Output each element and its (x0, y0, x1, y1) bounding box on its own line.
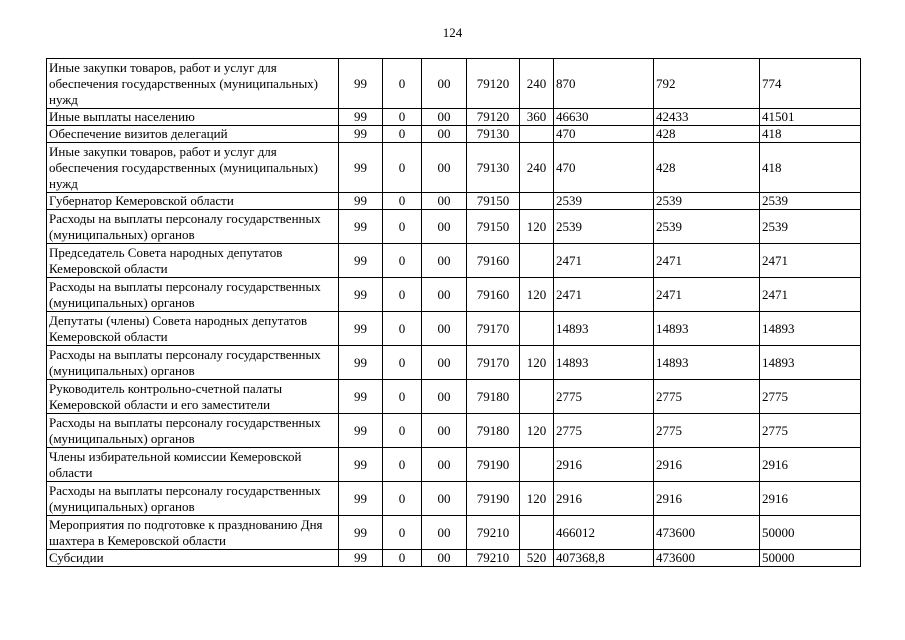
subsection-code-cell: 0 (383, 414, 422, 448)
section-code-cell: 99 (339, 312, 383, 346)
target-article-cell: 79170 (467, 312, 520, 346)
subsection-code-cell: 0 (383, 346, 422, 380)
target-article-cell: 79170 (467, 346, 520, 380)
amount-year1-cell: 2916 (554, 482, 654, 516)
expense-type-cell (520, 312, 554, 346)
expense-type-cell: 120 (520, 210, 554, 244)
section-code-cell: 99 (339, 143, 383, 193)
amount-year1-cell: 14893 (554, 346, 654, 380)
amount-year2-cell: 14893 (654, 312, 760, 346)
table-row (47, 516, 861, 550)
subsection-code-cell: 0 (383, 482, 422, 516)
section-code-cell: 99 (339, 516, 383, 550)
amount-year2-cell: 2916 (654, 482, 760, 516)
subsection-code-cell: 0 (383, 550, 422, 567)
expense-name-cell: Мероприятия по подготовке к празднованию Дня шахтера в Кемеровской области (47, 516, 339, 550)
section-code-cell: 99 (339, 448, 383, 482)
program-code-cell: 00 (422, 312, 467, 346)
target-article-cell: 79180 (467, 380, 520, 414)
subsection-code-cell: 0 (383, 380, 422, 414)
amount-year2-cell: 2916 (654, 448, 760, 482)
section-code-cell: 99 (339, 346, 383, 380)
expense-type-cell: 240 (520, 143, 554, 193)
expense-name-cell: Руководитель контрольно-счетной палаты Кемеровской области и его заместители (47, 380, 339, 414)
expense-type-cell (520, 244, 554, 278)
section-code-cell: 99 (339, 126, 383, 143)
target-article-cell: 79190 (467, 482, 520, 516)
target-article-cell: 79150 (467, 210, 520, 244)
subsection-code-cell: 0 (383, 312, 422, 346)
table-row (47, 550, 861, 567)
expense-name-cell: Члены избирательной комиссии Кемеровской области (47, 448, 339, 482)
amount-year1-cell: 46630 (554, 109, 654, 126)
table-row (47, 346, 861, 380)
expense-name-cell: Расходы на выплаты персоналу государственных (муниципальных) органов (47, 278, 339, 312)
program-code-cell: 00 (422, 143, 467, 193)
table-row (47, 193, 861, 210)
section-code-cell: 99 (339, 210, 383, 244)
subsection-code-cell: 0 (383, 143, 422, 193)
target-article-cell: 79190 (467, 448, 520, 482)
program-code-cell: 00 (422, 516, 467, 550)
amount-year1-cell: 2775 (554, 380, 654, 414)
amount-year1-cell: 2471 (554, 278, 654, 312)
amount-year3-cell: 2916 (760, 482, 861, 516)
amount-year3-cell: 418 (760, 126, 861, 143)
amount-year3-cell: 774 (760, 59, 861, 109)
amount-year1-cell: 870 (554, 59, 654, 109)
program-code-cell: 00 (422, 414, 467, 448)
expense-type-cell (520, 193, 554, 210)
subsection-code-cell: 0 (383, 278, 422, 312)
table-row (47, 109, 861, 126)
expense-type-cell: 120 (520, 346, 554, 380)
subsection-code-cell: 0 (383, 516, 422, 550)
target-article-cell: 79210 (467, 516, 520, 550)
target-article-cell: 79130 (467, 143, 520, 193)
subsection-code-cell: 0 (383, 109, 422, 126)
program-code-cell: 00 (422, 193, 467, 210)
target-article-cell: 79180 (467, 414, 520, 448)
table-row (47, 278, 861, 312)
expense-name-cell: Председатель Совета народных депутатов Кемеровской области (47, 244, 339, 278)
expense-name-cell: Расходы на выплаты персоналу государственных (муниципальных) органов (47, 346, 339, 380)
program-code-cell: 00 (422, 550, 467, 567)
expense-type-cell (520, 126, 554, 143)
program-code-cell: 00 (422, 278, 467, 312)
expense-type-cell: 120 (520, 414, 554, 448)
table-row (47, 126, 861, 143)
subsection-code-cell: 0 (383, 210, 422, 244)
amount-year3-cell: 50000 (760, 550, 861, 567)
section-code-cell: 99 (339, 59, 383, 109)
target-article-cell: 79130 (467, 126, 520, 143)
expense-type-cell: 240 (520, 59, 554, 109)
program-code-cell: 00 (422, 482, 467, 516)
page-number: 124 (442, 25, 463, 40)
amount-year3-cell: 14893 (760, 346, 861, 380)
table-row (47, 448, 861, 482)
expense-name-cell: Расходы на выплаты персоналу государственных (муниципальных) органов (47, 210, 339, 244)
amount-year1-cell: 470 (554, 143, 654, 193)
amount-year3-cell: 41501 (760, 109, 861, 126)
amount-year3-cell: 2471 (760, 244, 861, 278)
expense-type-cell: 120 (520, 278, 554, 312)
subsection-code-cell: 0 (383, 448, 422, 482)
section-code-cell: 99 (339, 414, 383, 448)
amount-year3-cell: 418 (760, 143, 861, 193)
expense-name-cell: Иные закупки товаров, работ и услуг для обеспечения государственных (муниципальных) нужд (47, 143, 339, 193)
subsection-code-cell: 0 (383, 59, 422, 109)
target-article-cell: 79160 (467, 244, 520, 278)
program-code-cell: 00 (422, 210, 467, 244)
amount-year3-cell: 2539 (760, 210, 861, 244)
amount-year3-cell: 2775 (760, 380, 861, 414)
amount-year2-cell: 428 (654, 126, 760, 143)
expense-name-cell: Расходы на выплаты персоналу государственных (муниципальных) органов (47, 414, 339, 448)
subsection-code-cell: 0 (383, 126, 422, 143)
amount-year2-cell: 2471 (654, 278, 760, 312)
table-row (47, 414, 861, 448)
expense-name-cell: Обеспечение визитов делегаций (47, 126, 339, 143)
expense-type-cell (520, 380, 554, 414)
amount-year2-cell: 42433 (654, 109, 760, 126)
program-code-cell: 00 (422, 109, 467, 126)
amount-year3-cell: 2539 (760, 193, 861, 210)
amount-year1-cell: 2916 (554, 448, 654, 482)
section-code-cell: 99 (339, 193, 383, 210)
amount-year1-cell: 2471 (554, 244, 654, 278)
section-code-cell: 99 (339, 109, 383, 126)
target-article-cell: 79120 (467, 59, 520, 109)
amount-year2-cell: 14893 (654, 346, 760, 380)
amount-year1-cell: 466012 (554, 516, 654, 550)
program-code-cell: 00 (422, 126, 467, 143)
table-row (47, 312, 861, 346)
program-code-cell: 00 (422, 59, 467, 109)
amount-year3-cell: 50000 (760, 516, 861, 550)
expense-name-cell: Расходы на выплаты персоналу государственных (муниципальных) органов (47, 482, 339, 516)
program-code-cell: 00 (422, 244, 467, 278)
amount-year2-cell: 2539 (654, 193, 760, 210)
target-article-cell: 79210 (467, 550, 520, 567)
table-row (47, 59, 861, 109)
section-code-cell: 99 (339, 550, 383, 567)
subsection-code-cell: 0 (383, 193, 422, 210)
budget-table (46, 58, 861, 567)
program-code-cell: 00 (422, 380, 467, 414)
amount-year2-cell: 473600 (654, 516, 760, 550)
amount-year2-cell: 2539 (654, 210, 760, 244)
program-code-cell: 00 (422, 448, 467, 482)
amount-year3-cell: 2775 (760, 414, 861, 448)
section-code-cell: 99 (339, 244, 383, 278)
amount-year2-cell: 428 (654, 143, 760, 193)
target-article-cell: 79120 (467, 109, 520, 126)
subsection-code-cell: 0 (383, 244, 422, 278)
amount-year2-cell: 2471 (654, 244, 760, 278)
table-row (47, 143, 861, 193)
amount-year2-cell: 2775 (654, 380, 760, 414)
budget-table-body (47, 59, 861, 567)
expense-name-cell: Субсидии (47, 550, 339, 567)
amount-year3-cell: 14893 (760, 312, 861, 346)
amount-year1-cell: 2775 (554, 414, 654, 448)
expense-type-cell: 120 (520, 482, 554, 516)
table-row (47, 210, 861, 244)
amount-year1-cell: 2539 (554, 193, 654, 210)
expense-type-cell (520, 516, 554, 550)
section-code-cell: 99 (339, 278, 383, 312)
expense-name-cell: Депутаты (члены) Совета народных депутатов Кемеровской области (47, 312, 339, 346)
expense-name-cell: Иные закупки товаров, работ и услуг для обеспечения государственных (муниципальных) нужд (47, 59, 339, 109)
target-article-cell: 79160 (467, 278, 520, 312)
expense-type-cell (520, 448, 554, 482)
target-article-cell: 79150 (467, 193, 520, 210)
amount-year3-cell: 2471 (760, 278, 861, 312)
table-row (47, 482, 861, 516)
amount-year2-cell: 473600 (654, 550, 760, 567)
expense-type-cell: 520 (520, 550, 554, 567)
section-code-cell: 99 (339, 380, 383, 414)
amount-year1-cell: 470 (554, 126, 654, 143)
amount-year1-cell: 14893 (554, 312, 654, 346)
amount-year3-cell: 2916 (760, 448, 861, 482)
table-row (47, 380, 861, 414)
expense-name-cell: Иные выплаты населению (47, 109, 339, 126)
amount-year1-cell: 407368,8 (554, 550, 654, 567)
table-row (47, 244, 861, 278)
amount-year2-cell: 792 (654, 59, 760, 109)
program-code-cell: 00 (422, 346, 467, 380)
amount-year1-cell: 2539 (554, 210, 654, 244)
section-code-cell: 99 (339, 482, 383, 516)
expense-type-cell: 360 (520, 109, 554, 126)
amount-year2-cell: 2775 (654, 414, 760, 448)
expense-name-cell: Губернатор Кемеровской области (47, 193, 339, 210)
